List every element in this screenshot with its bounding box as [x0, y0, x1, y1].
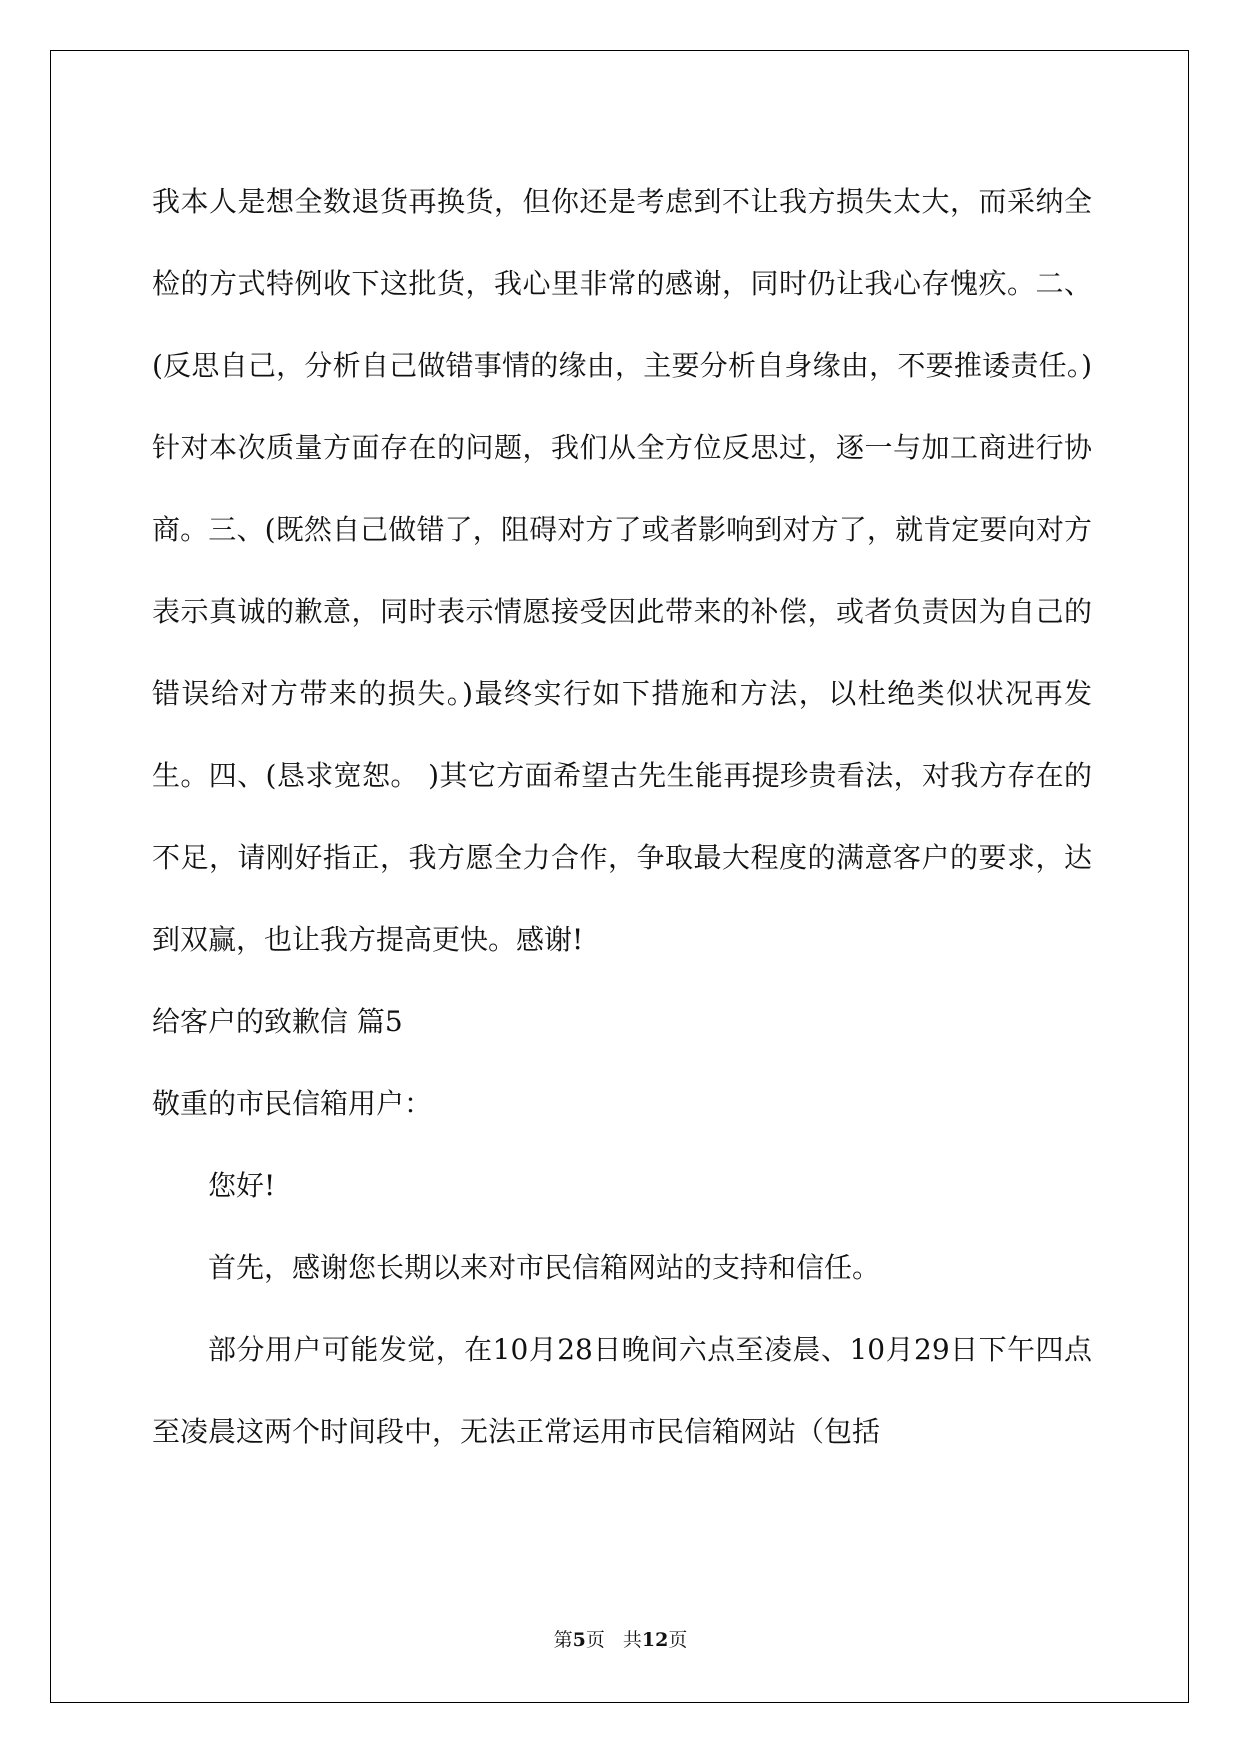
letter-greeting: 您好!	[208, 1169, 276, 1202]
body-paragraph-3: 部分用户可能发觉，在10月28日晚间六点至凌晨、10月29日下午四点至凌晨这两个时间段中，无法正常运用市民信箱网站（包括	[152, 1333, 1092, 1448]
page-suffix: 页	[585, 1629, 605, 1651]
body-paragraph-2: 首先，感谢您长期以来对市民信箱网站的支持和信任。	[208, 1251, 881, 1284]
page-footer	[0, 1625, 1241, 1652]
section-heading: 给客户的致歉信 篇5	[152, 1005, 403, 1038]
total-suffix: 页	[668, 1629, 688, 1651]
letter-salutation: 敬重的市民信箱用户：	[152, 1087, 433, 1120]
page-total: 12	[641, 1629, 669, 1651]
body-paragraph-1: 我本人是想全数退货再换货，但你还是考虑到不让我方损失太大，而采纳全检的方式特例收下这批货，我心里非常的感谢，同时仍让我心存愧疚。二、(反思自己，分析自己做错事情的缘由，主要分析自身缘由，不要推诿责任。)针对本次质量方面存在的问题，我们从全方位反思过，逐一与加工商进行协商。三、(既然自己做错了，阻碍对方了或者影响到对方了，就肯定要向对方表示真诚的歉意，同时表示情愿接受因此带来的补偿，或者负责因为自己的错误给对方带来的损失。)最终实行如下措施和方法，以杜绝类似状况再发生。四、(恳求宽恕。 )其它方面希望古先生能再提珍贵看法，对我方存在的不足，请刚好指正，我方愿全力合作，争取最大程度的满意客户的要求，达到双赢，也让我方提高更快。感谢!	[152, 185, 1092, 956]
page-current: 5	[572, 1629, 586, 1651]
page-prefix: 第	[553, 1629, 573, 1651]
document-body	[152, 161, 1092, 1473]
total-prefix: 共	[622, 1629, 642, 1651]
